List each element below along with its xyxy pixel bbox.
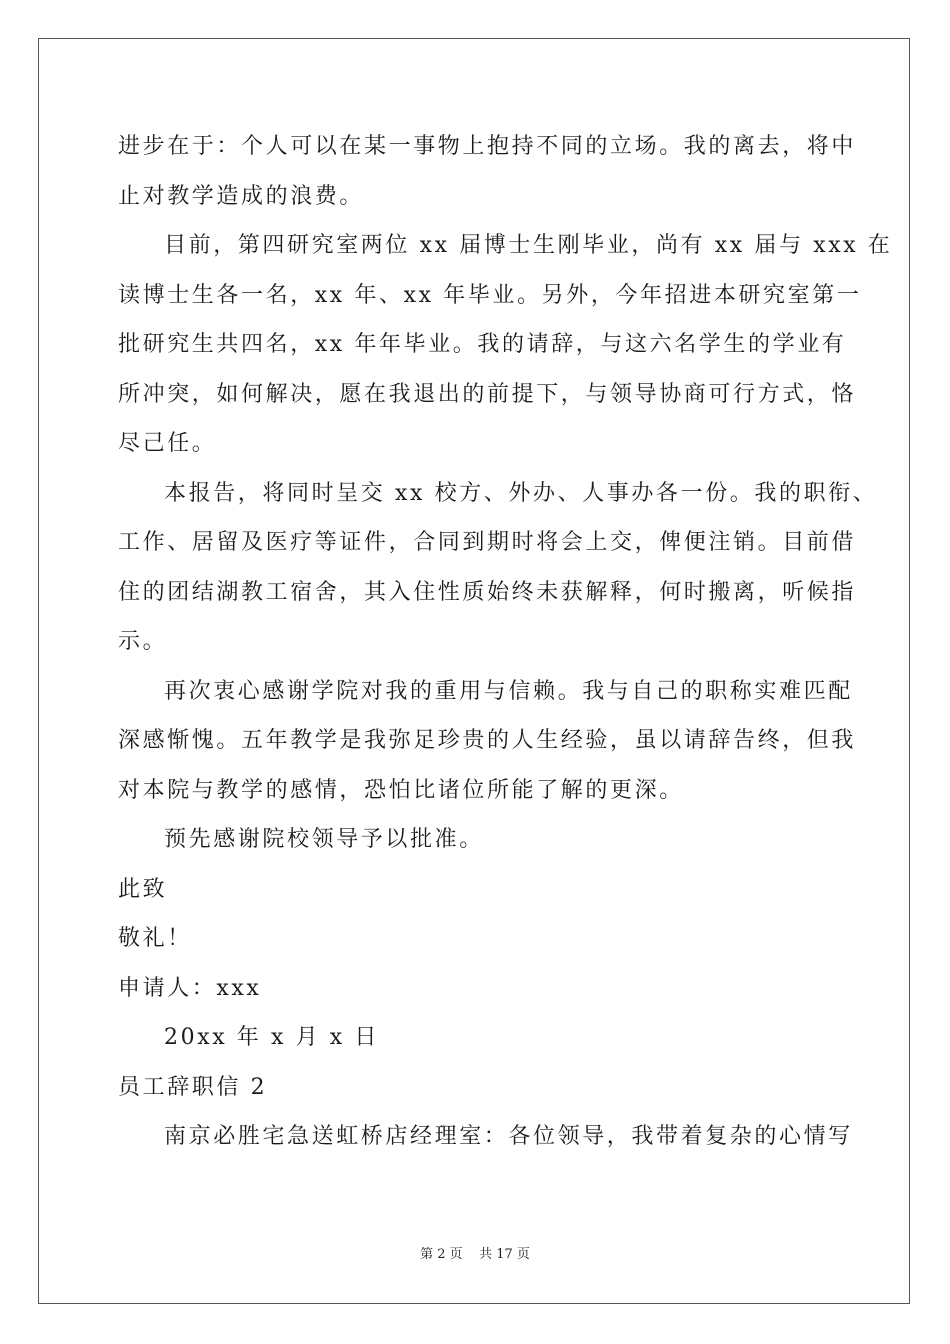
- text-line: 再次衷心感谢学院对我的重用与信赖。我与自己的职称实难匹配: [164, 678, 853, 704]
- text-line: 读博士生各一名，xx 年、xx 年毕业。另外，今年招进本研究室第一: [118, 282, 862, 308]
- page-number-footer: 第 2 页 共 17 页: [420, 1247, 530, 1262]
- applicant-line: 申请人：xxx: [118, 975, 262, 1001]
- text-line: 深感惭愧。五年教学是我弥足珍贵的人生经验，虽以请辞告终，但我: [118, 728, 857, 753]
- text-line: 批研究生共四名，xx 年年毕业。我的请辞，与这六名学生的学业有: [118, 332, 847, 357]
- text-line: 本报告，将同时呈交 xx 校方、外办、人事办各一份。我的职衔、: [164, 480, 878, 506]
- date-line: 20xx 年 x 月 x 日: [164, 1025, 379, 1050]
- text-line: 止对教学造成的浪费。: [118, 183, 365, 209]
- text-line: 进步在于：个人可以在某一事物上抱持不同的立场。我的离去，将中: [118, 134, 857, 159]
- text-line: 对本院与教学的感情，恐怕比诸位所能了解的更深。: [118, 777, 684, 803]
- text-line: 所冲突，如何解决，愿在我退出的前提下，与领导协商可行方式，恪: [118, 381, 857, 407]
- text-line: 南京必胜宅急送虹桥店经理室：各位领导，我带着复杂的心情写: [164, 1124, 853, 1149]
- document-body: [118, 122, 893, 1162]
- text-line: 预先感谢院校领导予以批准。: [164, 827, 484, 852]
- text-line: 住的团结湖教工宿舍，其入住性质始终未获解释，何时搬离，听候指: [118, 579, 857, 605]
- text-line: 示。: [118, 629, 168, 654]
- closing-line: 此致: [118, 876, 168, 902]
- salutation-line: 敬礼！: [118, 926, 192, 951]
- text-line: 目前，第四研究室两位 xx 届博士生刚毕业，尚有 xx 届与 xxx 在: [164, 233, 893, 258]
- section-title: 员工辞职信 2: [118, 1074, 268, 1100]
- text-line: 尽己任。: [118, 431, 217, 456]
- text-line: 工作、居留及医疗等证件，合同到期时将会上交，俾便注销。目前借: [118, 530, 857, 555]
